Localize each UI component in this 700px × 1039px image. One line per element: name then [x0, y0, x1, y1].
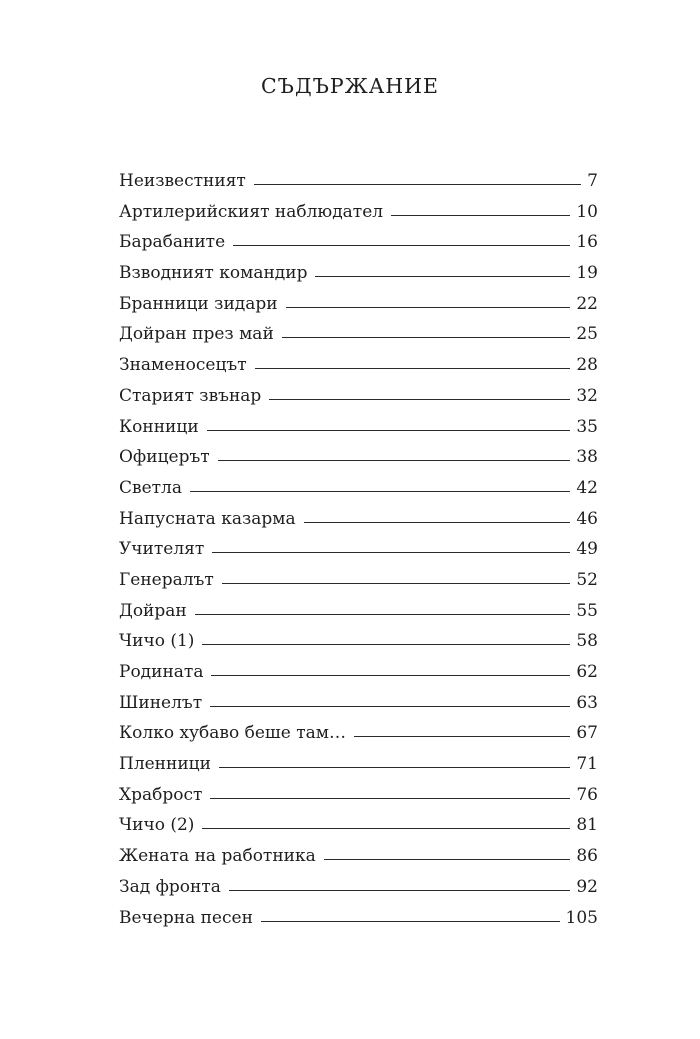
toc-entry-title: Напусната казарма: [119, 508, 296, 529]
toc-entry-title: Знаменосецът: [119, 355, 247, 376]
toc-entry[interactable]: [119, 749, 598, 780]
toc-leader-line: [211, 675, 570, 676]
toc-entry[interactable]: [119, 872, 598, 903]
toc-leader-line: [212, 552, 570, 553]
toc-leader-line: [207, 430, 571, 431]
toc-entry-title: Светла: [119, 477, 182, 498]
toc-entry[interactable]: [119, 442, 598, 473]
toc-entry[interactable]: [119, 197, 598, 228]
toc-entry-title: Офицерът: [119, 447, 210, 468]
toc-entry-page: 58: [576, 631, 598, 652]
toc-entry[interactable]: [119, 810, 598, 841]
toc-entry-page: 38: [576, 447, 598, 468]
toc-entry-page: 81: [576, 815, 598, 836]
toc-entry-page: 63: [576, 692, 598, 713]
toc-entry-title: Дойран през май: [119, 324, 274, 345]
toc-entry-page: 62: [576, 662, 598, 682]
toc-leader-line: [210, 706, 570, 707]
toc-entry-page: 105: [565, 907, 598, 928]
toc-leader-line: [324, 859, 571, 860]
toc-leader-line: [269, 399, 570, 400]
toc-leader-line: [255, 368, 571, 369]
page-title: СЪДЪРЖАНИЕ: [261, 74, 439, 98]
toc-entry-page: 52: [576, 569, 598, 590]
toc-leader-line: [195, 614, 571, 615]
toc-leader-line: [315, 276, 570, 277]
toc-entry-page: 32: [576, 385, 598, 406]
toc-entry[interactable]: [119, 565, 598, 596]
toc-entry-title: Взводният командир: [119, 263, 308, 284]
toc-entry[interactable]: [119, 350, 598, 381]
toc-entry[interactable]: [119, 227, 598, 258]
toc-entry[interactable]: [119, 473, 598, 504]
toc-entry[interactable]: [119, 381, 598, 412]
toc-entry-page: 10: [576, 201, 598, 222]
toc-leader-line: [219, 767, 570, 768]
toc-entry-title: Родината: [119, 662, 204, 682]
toc-leader-line: [222, 583, 571, 584]
toc-entry-page: 86: [576, 846, 598, 867]
toc-entry[interactable]: [119, 534, 598, 565]
toc-leader-line: [391, 215, 570, 216]
toc-entry-title: Колко хубаво беше там…: [119, 723, 346, 744]
toc-entry-title: Чичо (2): [119, 815, 195, 836]
toc-entry-page: 7: [587, 171, 598, 191]
toc-entry[interactable]: [119, 166, 598, 197]
toc-leader-line: [233, 245, 570, 246]
toc-leader-line: [202, 828, 570, 829]
toc-entry[interactable]: [119, 903, 598, 934]
toc-entry-title: Пленници: [119, 754, 211, 775]
toc-leader-line: [261, 921, 560, 922]
toc-entry[interactable]: [119, 319, 598, 350]
toc-entry-title: Барабаните: [119, 232, 226, 253]
toc-entry-page: 19: [576, 263, 598, 284]
toc-entry-page: 46: [576, 508, 598, 529]
toc-leader-line: [282, 337, 571, 338]
toc-entry-page: 92: [576, 876, 598, 897]
toc-entry-page: 76: [576, 784, 598, 805]
toc-entry-title: Шинелът: [119, 692, 203, 713]
toc-entry-title: Зад фронта: [119, 876, 221, 897]
toc-entry-title: Старият звънар: [119, 385, 262, 406]
toc-leader-line: [254, 184, 581, 185]
toc-entry-title: Генералът: [119, 569, 214, 590]
toc-leader-line: [286, 307, 571, 308]
toc-entry[interactable]: [119, 657, 598, 688]
toc-entry-page: 22: [576, 293, 598, 314]
toc-entry-page: 25: [576, 324, 598, 345]
toc-leader-line: [304, 522, 571, 523]
toc-entry-page: 49: [576, 539, 598, 560]
toc-entry-page: 16: [576, 232, 598, 253]
toc-leader-line: [354, 736, 570, 737]
toc-entry-title: Учителят: [119, 539, 205, 560]
toc-leader-line: [210, 798, 570, 799]
toc-entry-page: 35: [576, 416, 598, 437]
toc-entry[interactable]: [119, 688, 598, 719]
toc-entry[interactable]: [119, 596, 598, 627]
toc-entry-page: 55: [576, 600, 598, 621]
toc-entry[interactable]: [119, 718, 598, 749]
toc-entry-page: 71: [576, 754, 598, 775]
toc-entry-page: 42: [576, 477, 598, 498]
toc-leader-line: [218, 460, 571, 461]
toc-leader-line: [202, 644, 570, 645]
toc-entry-title: Неизвестният: [119, 171, 246, 191]
toc-entry-page: 67: [576, 723, 598, 744]
toc-entry-title: Чичо (1): [119, 631, 195, 652]
toc-entry-title: Храброст: [119, 784, 203, 805]
toc-entry[interactable]: [119, 780, 598, 811]
toc-entry[interactable]: [119, 841, 598, 872]
toc-entry-title: Конници: [119, 416, 199, 437]
toc-entry[interactable]: [119, 626, 598, 657]
toc-entry[interactable]: [119, 504, 598, 535]
table-of-contents: [119, 166, 598, 933]
toc-entry-title: Артилерийският наблюдател: [119, 201, 384, 222]
toc-entry[interactable]: [119, 289, 598, 320]
toc-leader-line: [229, 890, 570, 891]
toc-entry-page: 28: [576, 355, 598, 376]
toc-entry-title: Жената на работника: [119, 846, 316, 867]
toc-leader-line: [190, 491, 570, 492]
toc-entry-title: Вечерна песен: [119, 907, 253, 928]
toc-entry[interactable]: [119, 412, 598, 443]
toc-entry-title: Дойран: [119, 600, 187, 621]
toc-entry-title: Бранници зидари: [119, 293, 278, 314]
toc-entry[interactable]: [119, 258, 598, 289]
